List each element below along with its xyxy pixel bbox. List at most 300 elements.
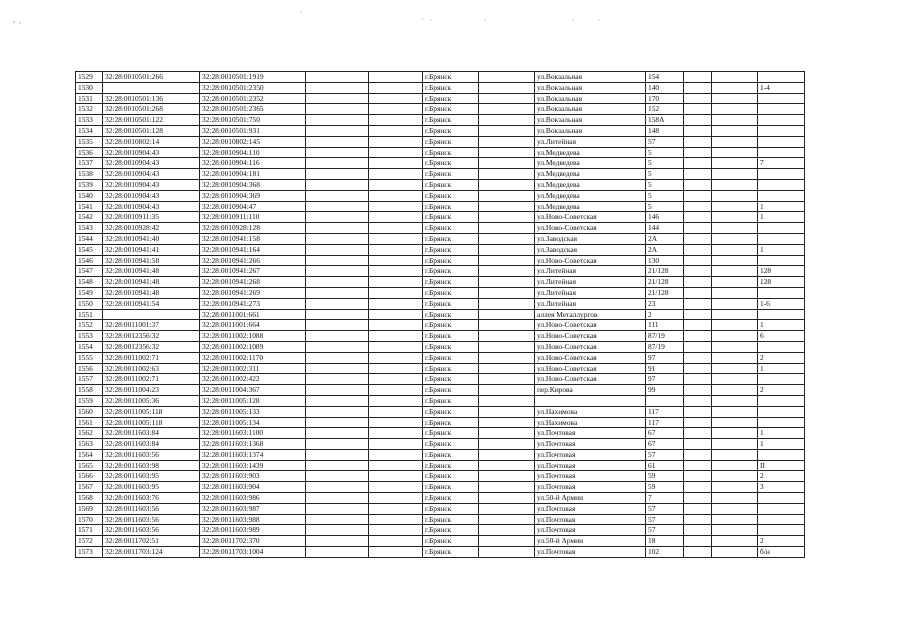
column-11-cell	[712, 169, 758, 180]
city-cell: г.Брянск	[423, 179, 479, 190]
column-11-cell	[712, 104, 758, 115]
column-11-cell	[712, 374, 758, 385]
city-cell: г.Брянск	[423, 223, 479, 234]
table-row	[76, 298, 805, 309]
column-11-cell	[712, 179, 758, 190]
column-10-cell	[684, 212, 712, 223]
row-number: 1573	[76, 547, 103, 558]
row-number: 1566	[76, 471, 103, 482]
apartment-cell	[758, 406, 805, 417]
land-plot-cadastral-number: 32:28:0010904:43	[103, 201, 200, 212]
table-row	[76, 212, 805, 223]
land-plot-cadastral-number: 32:28:0011603:84	[103, 439, 200, 450]
column-5-cell	[369, 503, 423, 514]
street-cell: ул.Почтовая	[535, 449, 646, 460]
street-cell: ул.Нахимова	[535, 406, 646, 417]
table-row	[76, 525, 805, 536]
table-row	[76, 536, 805, 547]
table-row	[76, 190, 805, 201]
column-4-cell	[306, 406, 369, 417]
table-row	[76, 493, 805, 504]
row-number: 1531	[76, 93, 103, 104]
street-cell: ул.Медведева	[535, 147, 646, 158]
table-row	[76, 82, 805, 93]
row-number: 1560	[76, 406, 103, 417]
column-11-cell	[712, 417, 758, 428]
city-cell: г.Брянск	[423, 72, 479, 83]
column-11-cell	[712, 190, 758, 201]
column-7-cell	[479, 233, 535, 244]
column-11-cell	[712, 244, 758, 255]
column-5-cell	[369, 417, 423, 428]
city-cell: г.Брянск	[423, 169, 479, 180]
column-7-cell	[479, 104, 535, 115]
building-cadastral-number: 32:28:0010904:110	[200, 147, 306, 158]
city-cell: г.Брянск	[423, 525, 479, 536]
column-7-cell	[479, 320, 535, 331]
land-plot-cadastral-number: 32:28:0011603:56	[103, 514, 200, 525]
column-4-cell	[306, 385, 369, 396]
city-cell: г.Брянск	[423, 449, 479, 460]
column-11-cell	[712, 460, 758, 471]
column-5-cell	[369, 460, 423, 471]
table-row	[76, 320, 805, 331]
apartment-cell: 1-4	[758, 82, 805, 93]
column-10-cell	[684, 158, 712, 169]
column-4-cell	[306, 547, 369, 558]
table-row	[76, 514, 805, 525]
column-7-cell	[479, 363, 535, 374]
apartment-cell	[758, 93, 805, 104]
apartment-cell	[758, 125, 805, 136]
column-7-cell	[479, 439, 535, 450]
row-number: 1530	[76, 82, 103, 93]
street-cell: ул.Вокзальная	[535, 125, 646, 136]
table-row	[76, 341, 805, 352]
land-plot-cadastral-number: 32:28:0010941:58	[103, 255, 200, 266]
column-11-cell	[712, 482, 758, 493]
column-5-cell	[369, 374, 423, 385]
column-11-cell	[712, 514, 758, 525]
column-11-cell	[712, 93, 758, 104]
land-plot-cadastral-number: 32:28:0011005:36	[103, 395, 200, 406]
column-5-cell	[369, 233, 423, 244]
table-row	[76, 406, 805, 417]
house-number-cell: 5	[646, 179, 684, 190]
street-cell: ул.Ново-Советская	[535, 320, 646, 331]
street-cell: ул.Ново-Советская	[535, 255, 646, 266]
building-cadastral-number: 32:28:0011603:986	[200, 493, 306, 504]
building-cadastral-number: 32:28:0011004:367	[200, 385, 306, 396]
column-11-cell	[712, 352, 758, 363]
column-5-cell	[369, 439, 423, 450]
street-cell: аллея Металлургов	[535, 309, 646, 320]
apartment-cell	[758, 136, 805, 147]
column-10-cell	[684, 503, 712, 514]
apartment-cell	[758, 395, 805, 406]
building-cadastral-number: 32:28:0011603:1368	[200, 439, 306, 450]
column-5-cell	[369, 212, 423, 223]
house-number-cell: 23	[646, 298, 684, 309]
column-7-cell	[479, 190, 535, 201]
street-cell: ул.50-й Армии	[535, 493, 646, 504]
building-cadastral-number: 32:28:0011603:1374	[200, 449, 306, 460]
column-4-cell	[306, 115, 369, 126]
street-cell: ул.Ново-Советская	[535, 223, 646, 234]
city-cell: г.Брянск	[423, 309, 479, 320]
building-cadastral-number: 32:28:0010941:164	[200, 244, 306, 255]
land-plot-cadastral-number: 32:28:0011703:124	[103, 547, 200, 558]
column-5-cell	[369, 449, 423, 460]
row-number: 1571	[76, 525, 103, 536]
apartment-cell: 1	[758, 363, 805, 374]
column-4-cell	[306, 309, 369, 320]
house-number-cell: 5	[646, 158, 684, 169]
city-cell: г.Брянск	[423, 363, 479, 374]
column-4-cell	[306, 244, 369, 255]
column-10-cell	[684, 341, 712, 352]
column-7-cell	[479, 223, 535, 234]
city-cell: г.Брянск	[423, 514, 479, 525]
city-cell: г.Брянск	[423, 255, 479, 266]
column-11-cell	[712, 147, 758, 158]
city-cell: г.Брянск	[423, 115, 479, 126]
apartment-cell	[758, 493, 805, 504]
column-5-cell	[369, 547, 423, 558]
column-11-cell	[712, 233, 758, 244]
street-cell: ул.Литейная	[535, 298, 646, 309]
row-number: 1563	[76, 439, 103, 450]
column-7-cell	[479, 93, 535, 104]
row-number: 1569	[76, 503, 103, 514]
street-cell: ул.Литейная	[535, 266, 646, 277]
house-number-cell: 146	[646, 212, 684, 223]
apartment-cell: II	[758, 460, 805, 471]
column-4-cell	[306, 287, 369, 298]
row-number: 1534	[76, 125, 103, 136]
column-7-cell	[479, 482, 535, 493]
street-cell: ул.Вокзальная	[535, 72, 646, 83]
apartment-cell: 1	[758, 201, 805, 212]
column-5-cell	[369, 395, 423, 406]
row-number: 1570	[76, 514, 103, 525]
house-number-cell: 67	[646, 439, 684, 450]
column-10-cell	[684, 406, 712, 417]
column-10-cell	[684, 72, 712, 83]
table-row	[76, 352, 805, 363]
apartment-cell: б/н	[758, 547, 805, 558]
column-7-cell	[479, 244, 535, 255]
row-number: 1545	[76, 244, 103, 255]
table-row	[76, 385, 805, 396]
row-number: 1536	[76, 147, 103, 158]
street-cell: ул.Почтовая	[535, 547, 646, 558]
house-number-cell: 2А	[646, 244, 684, 255]
house-number-cell: 97	[646, 352, 684, 363]
table-row	[76, 72, 805, 83]
row-number: 1546	[76, 255, 103, 266]
column-7-cell	[479, 525, 535, 536]
column-4-cell	[306, 93, 369, 104]
table-row	[76, 179, 805, 190]
column-11-cell	[712, 201, 758, 212]
column-11-cell	[712, 341, 758, 352]
city-cell: г.Брянск	[423, 212, 479, 223]
city-cell: г.Брянск	[423, 320, 479, 331]
column-7-cell	[479, 536, 535, 547]
column-10-cell	[684, 352, 712, 363]
column-5-cell	[369, 255, 423, 266]
land-plot-cadastral-number: 32:28:0010501:122	[103, 115, 200, 126]
building-cadastral-number: 32:28:0010941:267	[200, 266, 306, 277]
house-number-cell: 5	[646, 190, 684, 201]
city-cell: г.Брянск	[423, 352, 479, 363]
house-number-cell: 87/19	[646, 341, 684, 352]
column-11-cell	[712, 223, 758, 234]
column-5-cell	[369, 201, 423, 212]
land-plot-cadastral-number: 32:28:0010501:266	[103, 72, 200, 83]
column-4-cell	[306, 223, 369, 234]
city-cell: г.Брянск	[423, 374, 479, 385]
city-cell: г.Брянск	[423, 190, 479, 201]
city-cell: г.Брянск	[423, 536, 479, 547]
column-11-cell	[712, 525, 758, 536]
column-10-cell	[684, 320, 712, 331]
city-cell: г.Брянск	[423, 503, 479, 514]
column-4-cell	[306, 331, 369, 342]
column-4-cell	[306, 158, 369, 169]
column-4-cell	[306, 503, 369, 514]
apartment-cell: 3	[758, 482, 805, 493]
street-cell: ул.Медведева	[535, 169, 646, 180]
building-cadastral-number: 32:28:0011603:1100	[200, 428, 306, 439]
row-number: 1537	[76, 158, 103, 169]
column-4-cell	[306, 428, 369, 439]
building-cadastral-number: 32:28:0010501:2365	[200, 104, 306, 115]
row-number: 1542	[76, 212, 103, 223]
column-4-cell	[306, 363, 369, 374]
street-cell: ул.Медведева	[535, 179, 646, 190]
column-5-cell	[369, 525, 423, 536]
column-7-cell	[479, 298, 535, 309]
house-number-cell: 154	[646, 72, 684, 83]
apartment-cell	[758, 503, 805, 514]
table-row	[76, 395, 805, 406]
table-row	[76, 201, 805, 212]
apartment-cell: 1	[758, 212, 805, 223]
column-10-cell	[684, 385, 712, 396]
building-cadastral-number: 32:28:0011002:422	[200, 374, 306, 385]
apartment-cell: 128	[758, 266, 805, 277]
column-10-cell	[684, 147, 712, 158]
city-cell: г.Брянск	[423, 395, 479, 406]
street-cell: ул.Вокзальная	[535, 93, 646, 104]
column-11-cell	[712, 72, 758, 83]
column-11-cell	[712, 331, 758, 342]
city-cell: г.Брянск	[423, 266, 479, 277]
column-7-cell	[479, 385, 535, 396]
column-5-cell	[369, 428, 423, 439]
column-4-cell	[306, 471, 369, 482]
column-11-cell	[712, 212, 758, 223]
land-plot-cadastral-number: 32:28:0011603:56	[103, 449, 200, 460]
column-10-cell	[684, 309, 712, 320]
land-plot-cadastral-number: 32:28:0010941:54	[103, 298, 200, 309]
apartment-cell: 6	[758, 331, 805, 342]
row-number: 1565	[76, 460, 103, 471]
column-5-cell	[369, 266, 423, 277]
building-cadastral-number: 32:28:0011603:988	[200, 514, 306, 525]
column-10-cell	[684, 374, 712, 385]
column-7-cell	[479, 428, 535, 439]
house-number-cell: 18	[646, 536, 684, 547]
table-row	[76, 158, 805, 169]
row-number: 1553	[76, 331, 103, 342]
apartment-cell: 1-6	[758, 298, 805, 309]
building-cadastral-number: 32:28:0010941:269	[200, 287, 306, 298]
land-plot-cadastral-number: 32:28:0011603:98	[103, 460, 200, 471]
building-cadastral-number: 32:28:0011703:1004	[200, 547, 306, 558]
column-4-cell	[306, 482, 369, 493]
table-row	[76, 277, 805, 288]
land-plot-cadastral-number: 32:28:0010802:14	[103, 136, 200, 147]
building-cadastral-number: 32:28:0010911:110	[200, 212, 306, 223]
column-10-cell	[684, 115, 712, 126]
registry-table	[75, 71, 805, 558]
street-cell: ул.Почтовая	[535, 460, 646, 471]
land-plot-cadastral-number: 32:28:0010941:41	[103, 244, 200, 255]
building-cadastral-number: 32:28:0010941:266	[200, 255, 306, 266]
column-7-cell	[479, 287, 535, 298]
column-4-cell	[306, 72, 369, 83]
land-plot-cadastral-number: 32:28:0011603:84	[103, 428, 200, 439]
column-10-cell	[684, 82, 712, 93]
registry-table-body	[76, 72, 805, 558]
column-10-cell	[684, 244, 712, 255]
building-cadastral-number: 32:28:0011702:370	[200, 536, 306, 547]
building-cadastral-number: 32:28:0010941:273	[200, 298, 306, 309]
column-7-cell	[479, 266, 535, 277]
column-4-cell	[306, 255, 369, 266]
column-11-cell	[712, 115, 758, 126]
house-number-cell: 7	[646, 493, 684, 504]
row-number: 1567	[76, 482, 103, 493]
column-10-cell	[684, 104, 712, 115]
apartment-cell	[758, 179, 805, 190]
column-7-cell	[479, 341, 535, 352]
column-7-cell	[479, 212, 535, 223]
column-5-cell	[369, 104, 423, 115]
column-5-cell	[369, 125, 423, 136]
land-plot-cadastral-number: 32:28:0011005:118	[103, 406, 200, 417]
city-cell: г.Брянск	[423, 147, 479, 158]
building-cadastral-number: 32:28:0011002:311	[200, 363, 306, 374]
column-11-cell	[712, 82, 758, 93]
apartment-cell	[758, 223, 805, 234]
column-10-cell	[684, 201, 712, 212]
land-plot-cadastral-number: 32:28:0010941:48	[103, 266, 200, 277]
column-10-cell	[684, 449, 712, 460]
table-row	[76, 309, 805, 320]
column-5-cell	[369, 363, 423, 374]
city-cell: г.Брянск	[423, 244, 479, 255]
house-number-cell: 91	[646, 363, 684, 374]
apartment-cell	[758, 449, 805, 460]
land-plot-cadastral-number: 32:28:0011002:63	[103, 363, 200, 374]
house-number-cell: 170	[646, 93, 684, 104]
table-row	[76, 255, 805, 266]
land-plot-cadastral-number: 32:28:0012356:32	[103, 341, 200, 352]
column-10-cell	[684, 93, 712, 104]
street-cell: ул.Вокзальная	[535, 115, 646, 126]
land-plot-cadastral-number: 32:28:0011005:118	[103, 417, 200, 428]
row-number: 1558	[76, 385, 103, 396]
city-cell: г.Брянск	[423, 277, 479, 288]
building-cadastral-number: 32:28:0010904:116	[200, 158, 306, 169]
street-cell: ул.Заводская	[535, 233, 646, 244]
street-cell: ул.Медведева	[535, 158, 646, 169]
building-cadastral-number: 32:28:0010501:2350	[200, 82, 306, 93]
table-row	[76, 363, 805, 374]
house-number-cell: 57	[646, 503, 684, 514]
column-4-cell	[306, 104, 369, 115]
column-5-cell	[369, 179, 423, 190]
column-5-cell	[369, 298, 423, 309]
column-11-cell	[712, 428, 758, 439]
column-7-cell	[479, 352, 535, 363]
street-cell: ул.Почтовая	[535, 482, 646, 493]
column-7-cell	[479, 82, 535, 93]
street-cell	[535, 395, 646, 406]
column-7-cell	[479, 72, 535, 83]
column-4-cell	[306, 136, 369, 147]
city-cell: г.Брянск	[423, 158, 479, 169]
table-row	[76, 331, 805, 342]
column-4-cell	[306, 201, 369, 212]
city-cell: г.Брянск	[423, 417, 479, 428]
city-cell: г.Брянск	[423, 482, 479, 493]
table-row	[76, 136, 805, 147]
column-4-cell	[306, 395, 369, 406]
column-10-cell	[684, 493, 712, 504]
column-4-cell	[306, 341, 369, 352]
building-cadastral-number: 32:28:0011001:661	[200, 309, 306, 320]
street-cell: пер.Кирова	[535, 385, 646, 396]
land-plot-cadastral-number: 32:28:0011002:71	[103, 374, 200, 385]
city-cell: г.Брянск	[423, 341, 479, 352]
house-number-cell: 57	[646, 525, 684, 536]
street-cell: ул.Медведева	[535, 190, 646, 201]
street-cell: ул.Почтовая	[535, 503, 646, 514]
column-5-cell	[369, 158, 423, 169]
building-cadastral-number: 32:28:0010904:369	[200, 190, 306, 201]
apartment-cell: 2	[758, 352, 805, 363]
apartment-cell: 1	[758, 244, 805, 255]
street-cell: ул.Ново-Советская	[535, 363, 646, 374]
column-11-cell	[712, 298, 758, 309]
column-7-cell	[479, 503, 535, 514]
land-plot-cadastral-number: 32:28:0010501:268	[103, 104, 200, 115]
column-5-cell	[369, 190, 423, 201]
city-cell: г.Брянск	[423, 298, 479, 309]
column-7-cell	[479, 449, 535, 460]
column-11-cell	[712, 547, 758, 558]
column-5-cell	[369, 82, 423, 93]
column-10-cell	[684, 136, 712, 147]
column-5-cell	[369, 471, 423, 482]
column-11-cell	[712, 406, 758, 417]
row-number: 1543	[76, 223, 103, 234]
